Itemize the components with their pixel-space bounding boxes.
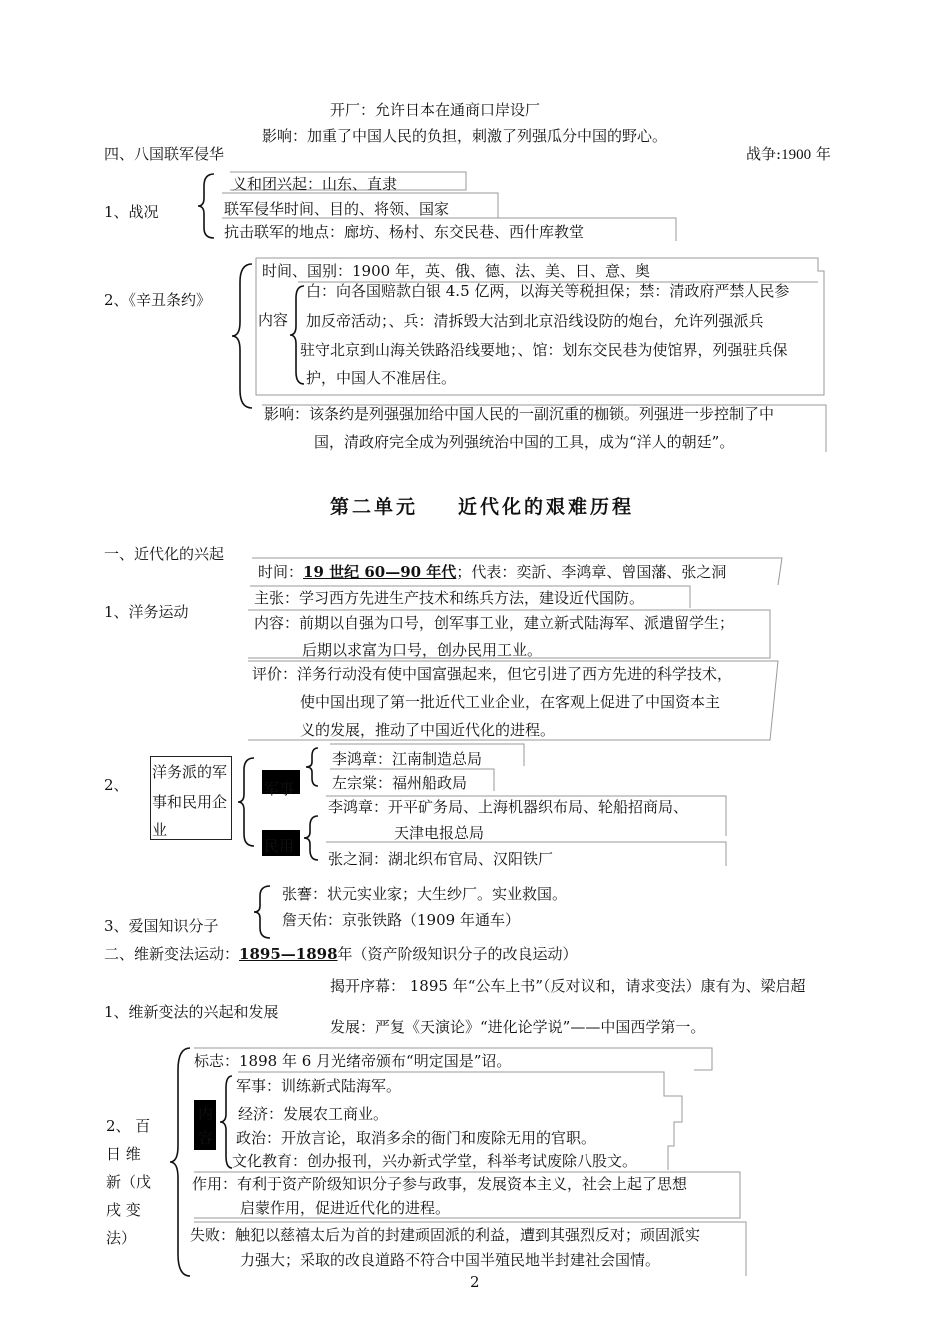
- enterprises-box-line-2: 事和民用企: [152, 793, 228, 811]
- military-label: 军事: [264, 780, 295, 798]
- patriots-label: 3、爱国知识分子: [104, 917, 219, 935]
- xinchou-content-1: 白：向各国赔款白银 4.5 亿两，以海关等税担保；禁：清政府严禁人民参: [306, 282, 790, 300]
- civil-label: 民用: [264, 837, 295, 855]
- reform-effect-1: 作用：有利于资产阶级知识分子参与政事，发展资本主义，社会上起了思想: [192, 1175, 688, 1193]
- civil-3: 张之洞：湖北织布官局、汉阳铁厂: [328, 850, 554, 868]
- reform-label-4: 戌 变: [106, 1201, 141, 1219]
- sec4-heading: 四、八国联军侵华: [104, 145, 225, 163]
- reform-sign: 标志：1898 年 6 月光绪帝颁布“明定国是”诏。: [194, 1052, 512, 1070]
- reform-label-3: 新（戊: [106, 1173, 152, 1191]
- rise-development: 发展：严复《天演论》“进化论学说”——中国西学第一。: [330, 1018, 706, 1036]
- yangwu-eval-2: 使中国出现了第一批近代工业企业，在客观上促进了中国资本主: [300, 693, 721, 711]
- xinchou-content-4: 护，中国人不准居住。: [306, 369, 457, 387]
- reform-failure-1: 失败：触犯以慈禧太后为首的封建顽固派的利益，遭到其强烈反对；顽固派实: [190, 1226, 701, 1244]
- open-factory-text: 开厂：允许日本在通商口岸设厂: [330, 101, 541, 119]
- reform-label-1: 2、 百: [106, 1117, 151, 1135]
- battle-line-3: 抗击联军的地点：廊坊、杨村、东交民巷、西什库教堂: [224, 223, 585, 241]
- reform-content-label-2: 容: [198, 1129, 214, 1147]
- yangwu-content-1: 内容：前期以自强为口号，创军事工业，建立新式陆海军、派遣留学生；: [254, 614, 735, 632]
- reform-label-5: 法）: [106, 1229, 137, 1247]
- yangwu-time: 时间：19 世纪 60—90 年代；代表：奕訢、李鸿章、曾国藩、张之洞: [258, 563, 727, 581]
- xinchou-content-2: 加反帝活动；、兵：清拆毁大沽到北京沿线设防的炮台，允许列强派兵: [306, 312, 764, 330]
- reform-effect-2: 启蒙作用，促进近代化的进程。: [240, 1199, 451, 1217]
- war-year-text: 战争:1900 年: [746, 145, 831, 163]
- battle-label: 1、战况: [104, 203, 159, 221]
- yangwu-eval-3: 义的发展，推动了中国近代化的进程。: [300, 721, 556, 739]
- patriot-1: 张謇：状元实业家；大生纱厂。实业救国。: [282, 885, 568, 903]
- xinchou-content-3: 驻守北京到山海关铁路沿线要地；、馆：划东交民巷为使馆界，列强驻兵保: [300, 341, 788, 359]
- brace-icon: [304, 746, 322, 788]
- yangwu-claim: 主张：学习西方先进生产技术和练兵方法，建设近代国防。: [254, 589, 645, 607]
- reform-content-label-1: 内: [198, 1105, 214, 1123]
- enterprises-label: 2、: [104, 776, 129, 794]
- reform-label-2: 日 维: [106, 1145, 141, 1163]
- brace-icon: [252, 884, 274, 940]
- battle-line-1: 义和团兴起：山东、直隶: [232, 175, 398, 193]
- reform-culture: 文化教育：创办报刊，兴办新式学堂，科举考试废除八股文。: [232, 1152, 638, 1170]
- enterprises-box-line-1: 洋务派的军: [152, 763, 228, 781]
- part1-heading: 一、近代化的兴起: [104, 545, 225, 563]
- brace-icon: [230, 262, 256, 410]
- brace-icon: [288, 284, 306, 386]
- brace-icon: [236, 756, 258, 848]
- part2-heading: 二、维新变法运动：1895—1898年（资产阶级知识分子的改良运动）: [104, 945, 578, 963]
- yangwu-eval-1: 评价：洋务行动没有使中国富强起来，但它引进了西方先进的科学技术，: [252, 665, 733, 683]
- enterprises-box-line-3: 业: [152, 821, 168, 839]
- xinchou-impact-1: 影响：该条约是列强强加给中国人民的一副沉重的枷锁。列强进一步控制了中: [264, 405, 775, 423]
- rise-label: 1、维新变法的兴起和发展: [104, 1003, 279, 1021]
- page-number: 2: [470, 1273, 480, 1291]
- xinchou-label: 2、《辛丑条约》: [104, 291, 212, 309]
- brace-icon: [196, 172, 220, 240]
- battle-line-2: 联军侵华时间、目的、将领、国家: [224, 200, 450, 218]
- xinchou-content-label: 内容: [258, 311, 289, 329]
- xinchou-time: 时间、国别：1900 年，英、俄、德、法、美、日、意、奥: [262, 262, 650, 280]
- xinchou-impact-2: 国，清政府完全成为列强统治中国的工具，成为“洋人的朝廷”。: [314, 433, 735, 451]
- civil-2: 天津电报总局: [394, 824, 485, 842]
- brace-icon: [302, 814, 322, 862]
- reform-politics: 政治：开放言论，取消多余的衙门和废除无用的官职。: [236, 1129, 597, 1147]
- yangwu-content-2: 后期以求富为口号，创办民用工业。: [302, 641, 543, 659]
- reform-military: 军事：训练新式陆海军。: [236, 1077, 402, 1095]
- top-impact-text: 影响：加重了中国人民的负担，刺激了列强瓜分中国的野心。: [262, 127, 668, 145]
- rise-prelude: 揭开序幕： 1895 年“公车上书”（反对议和，请求变法）康有为、梁启超: [330, 977, 806, 995]
- unit-title: 第二单元 近代化的艰难历程: [330, 496, 635, 518]
- reform-economy: 经济：发展农工商业。: [238, 1105, 389, 1123]
- reform-failure-2: 力强大；采取的改良道路不符合中国半殖民地半封建社会国情。: [240, 1251, 661, 1269]
- military-1: 李鸿章：江南制造总局: [332, 750, 483, 768]
- yangwu-label: 1、洋务运动: [104, 603, 189, 621]
- civil-1: 李鸿章：开平矿务局、上海机器织布局、轮船招商局、: [328, 798, 689, 816]
- military-2: 左宗棠：福州船政局: [332, 774, 468, 792]
- patriot-2: 詹天佑：京张铁路（1909 年通车）: [282, 911, 520, 929]
